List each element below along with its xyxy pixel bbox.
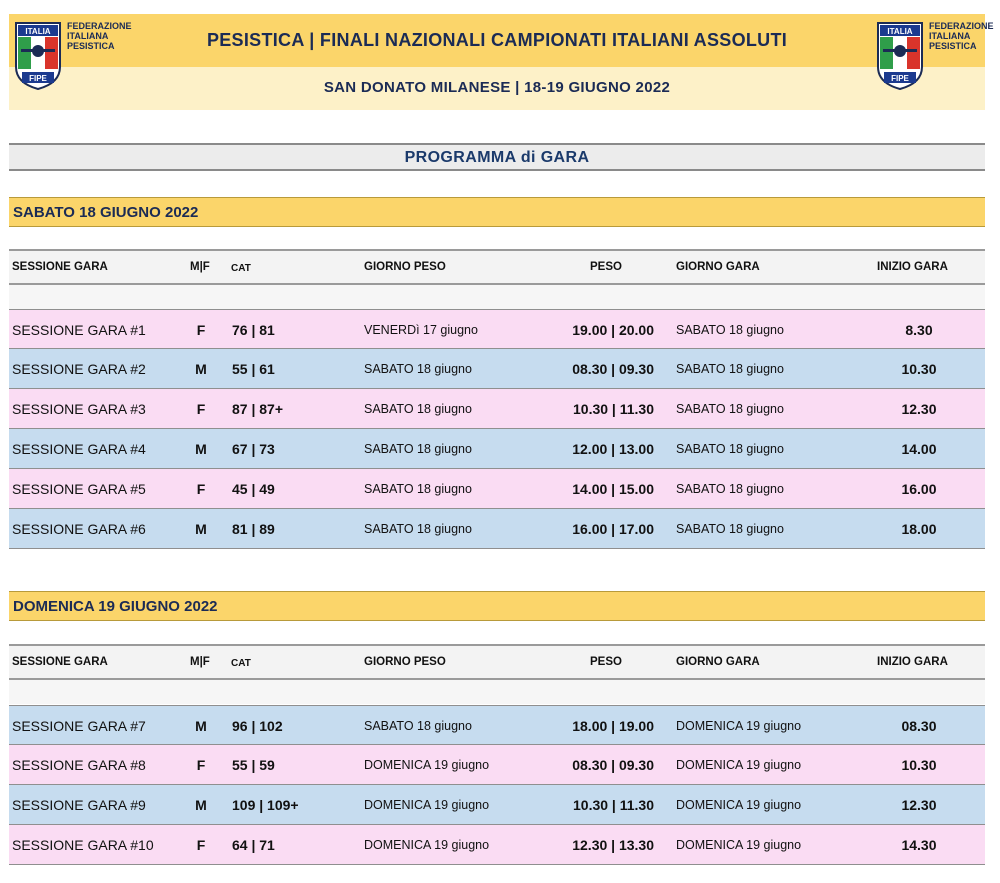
- cell-mf: M: [195, 718, 207, 734]
- cell-peso: 10.30 | 11.30: [573, 401, 654, 417]
- cell-cat: 109 | 109+: [232, 797, 299, 813]
- cell-mf: M: [195, 797, 207, 813]
- cell-giorno-gara: SABATO 18 giugno: [676, 482, 784, 496]
- cell-peso: 12.00 | 13.00: [572, 441, 654, 457]
- col-giorno-gara: GIORNO GARA: [676, 261, 760, 273]
- cell-cat: 81 | 89: [232, 521, 275, 537]
- cell-giorno-gara: SABATO 18 giugno: [676, 442, 784, 456]
- cell-giorno-peso: DOMENICA 19 giugno: [364, 838, 490, 852]
- table-spacer: [9, 680, 985, 704]
- programma-bar: [9, 143, 985, 171]
- cell-cat: 96 | 102: [232, 718, 283, 734]
- table-row: [9, 785, 985, 825]
- cell-sessione: SESSIONE GARA #5: [12, 481, 146, 497]
- cell-inizio: 14.30: [901, 837, 937, 853]
- cell-sessione: SESSIONE GARA #4: [12, 441, 146, 457]
- cell-giorno-gara: DOMENICA 19 giugno: [676, 719, 802, 733]
- cell-peso: 18.00 | 19.00: [572, 718, 654, 734]
- cell-inizio: 16.00: [901, 481, 937, 497]
- cell-giorno-peso: SABATO 18 giugno: [364, 522, 472, 536]
- col-inizio: INIZIO GARA: [877, 656, 948, 668]
- table-row: [9, 349, 985, 389]
- cell-giorno-gara: DOMENICA 19 giugno: [676, 758, 802, 772]
- cell-sessione: SESSIONE GARA #6: [12, 521, 146, 537]
- cell-giorno-peso: SABATO 18 giugno: [364, 719, 472, 733]
- col-mf: M|F: [190, 261, 210, 273]
- cell-giorno-peso: SABATO 18 giugno: [364, 442, 472, 456]
- cell-inizio: 10.30: [901, 757, 937, 773]
- table-row: [9, 745, 985, 785]
- cell-inizio: 14.00: [901, 441, 937, 457]
- cell-giorno-gara: DOMENICA 19 giugno: [676, 798, 802, 812]
- col-peso: PESO: [590, 261, 622, 273]
- svg-text:FIPE: FIPE: [891, 74, 909, 83]
- cell-peso: 14.00 | 15.00: [572, 481, 654, 497]
- cell-giorno-gara: DOMENICA 19 giugno: [676, 838, 802, 852]
- col-mf: M|F: [190, 656, 210, 668]
- cell-mf: M: [195, 441, 207, 457]
- federation-name: FEDERAZIONE ITALIANA PESISTICA: [929, 21, 994, 51]
- cell-sessione: SESSIONE GARA #3: [12, 401, 146, 417]
- cell-cat: 76 | 81: [232, 322, 275, 338]
- cell-inizio: 12.30: [901, 401, 937, 417]
- cell-mf: F: [196, 401, 206, 417]
- cell-inizio: 08.30: [901, 718, 937, 734]
- cell-giorno-gara: SABATO 18 giugno: [676, 362, 784, 376]
- table-row: [9, 429, 985, 469]
- col-sessione: SESSIONE GARA: [12, 656, 108, 668]
- cell-mf: F: [196, 837, 206, 853]
- cell-giorno-peso: VENERDì 17 giugno: [364, 323, 478, 337]
- cell-sessione: SESSIONE GARA #10: [12, 837, 154, 853]
- cell-mf: M: [195, 361, 207, 377]
- cell-peso: 08.30 | 09.30: [572, 757, 654, 773]
- page-subtitle: SAN DONATO MILANESE | 18-19 GIUGNO 2022: [323, 79, 671, 96]
- cell-giorno-gara: SABATO 18 giugno: [676, 323, 784, 337]
- col-giorno-gara: GIORNO GARA: [676, 656, 760, 668]
- cell-inizio: 12.30: [901, 797, 937, 813]
- cell-giorno-peso: DOMENICA 19 giugno: [364, 758, 490, 772]
- cell-giorno-peso: SABATO 18 giugno: [364, 482, 472, 496]
- cell-cat: 45 | 49: [232, 481, 275, 497]
- table-row: [9, 509, 985, 549]
- column-header-row: [9, 249, 985, 285]
- cell-cat: 87 | 87+: [232, 401, 284, 417]
- svg-text:ITALIA: ITALIA: [25, 27, 51, 36]
- cell-cat: 67 | 73: [232, 441, 275, 457]
- col-sessione: SESSIONE GARA: [12, 261, 108, 273]
- cell-giorno-peso: SABATO 18 giugno: [364, 362, 472, 376]
- cell-mf: F: [196, 757, 206, 773]
- cell-sessione: SESSIONE GARA #1: [12, 322, 146, 338]
- column-header-row: [9, 644, 985, 680]
- federation-name: FEDERAZIONE ITALIANA PESISTICA: [67, 21, 132, 51]
- cell-cat: 64 | 71: [232, 837, 275, 853]
- table-row: [9, 389, 985, 429]
- day-header-saturday: [9, 197, 985, 227]
- cell-giorno-gara: SABATO 18 giugno: [676, 402, 784, 416]
- cell-giorno-peso: SABATO 18 giugno: [364, 402, 472, 416]
- cell-cat: 55 | 61: [232, 361, 275, 377]
- cell-inizio: 18.00: [901, 521, 937, 537]
- day-header-sunday: [9, 591, 985, 621]
- col-giorno-peso: GIORNO PESO: [364, 261, 446, 273]
- page-header: [9, 14, 994, 110]
- programma-title: PROGRAMMA di GARA: [404, 149, 590, 166]
- cell-sessione: SESSIONE GARA #2: [12, 361, 146, 377]
- cell-inizio: 10.30: [901, 361, 937, 377]
- svg-text:ITALIA: ITALIA: [887, 27, 913, 36]
- cell-mf: F: [196, 481, 206, 497]
- col-inizio: INIZIO GARA: [877, 261, 948, 273]
- cell-cat: 55 | 59: [232, 757, 275, 773]
- col-giorno-peso: GIORNO PESO: [364, 656, 446, 668]
- table-row: [9, 825, 985, 865]
- cell-mf: F: [196, 322, 206, 338]
- col-cat: CAT: [231, 658, 251, 669]
- cell-mf: M: [195, 521, 207, 537]
- cell-peso: 12.30 | 13.30: [572, 837, 654, 853]
- table-row: [9, 469, 985, 509]
- day-title: SABATO 18 GIUGNO 2022: [13, 204, 199, 221]
- cell-sessione: SESSIONE GARA #9: [12, 797, 146, 813]
- svg-text:FIPE: FIPE: [29, 74, 47, 83]
- cell-peso: 16.00 | 17.00: [572, 521, 654, 537]
- cell-peso: 10.30 | 11.30: [573, 797, 654, 813]
- cell-giorno-peso: DOMENICA 19 giugno: [364, 798, 490, 812]
- cell-sessione: SESSIONE GARA #8: [12, 757, 146, 773]
- table-row: [9, 705, 985, 745]
- cell-giorno-gara: SABATO 18 giugno: [676, 522, 784, 536]
- table-spacer: [9, 285, 985, 309]
- cell-peso: 19.00 | 20.00: [572, 322, 654, 338]
- cell-sessione: SESSIONE GARA #7: [12, 718, 146, 734]
- page-title: PESISTICA | FINALI NAZIONALI CAMPIONATI ITALIANI ASSOLUTI: [206, 30, 788, 50]
- table-row: [9, 309, 985, 349]
- col-cat: CAT: [231, 263, 251, 274]
- cell-peso: 08.30 | 09.30: [572, 361, 654, 377]
- day-title: DOMENICA 19 GIUGNO 2022: [13, 598, 218, 615]
- cell-inizio: 8.30: [905, 322, 933, 338]
- col-peso: PESO: [590, 656, 622, 668]
